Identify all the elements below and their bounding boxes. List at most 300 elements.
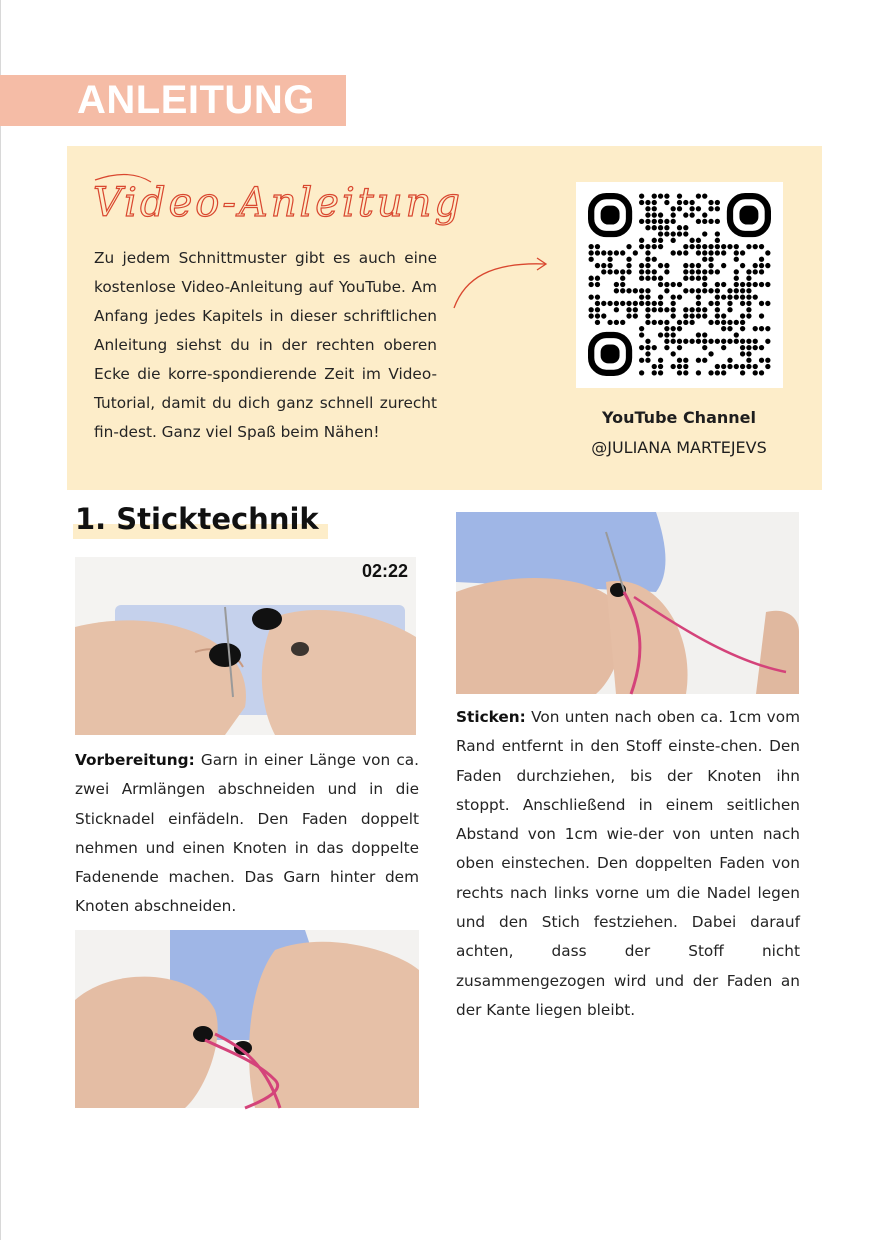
qr-module [765,339,770,344]
photo-needle-through-felt [456,512,799,694]
qr-module [652,238,657,243]
qr-module [708,219,713,224]
qr-module [734,244,739,249]
qr-module [740,370,745,375]
qr-module [689,263,694,268]
qr-module [708,250,713,255]
qr-module [702,212,707,217]
qr-module [746,301,751,306]
qr-module [626,307,631,312]
qr-module [639,263,644,268]
qr-module [715,301,720,306]
qr-module [734,339,739,344]
qr-module [746,307,751,312]
qr-module [696,301,701,306]
qr-module [595,301,600,306]
qr-module [671,313,676,318]
qr-module [683,320,688,325]
qr-module [696,194,701,199]
qr-module [727,288,732,293]
qr-module [753,282,758,287]
paragraph-vorbereitung [75,746,419,922]
qr-module [639,200,644,205]
qr-module [702,332,707,337]
page-edge [0,0,1,1240]
qr-module [715,206,720,211]
qr-module [696,219,701,224]
qr-module [658,244,663,249]
qr-module [746,288,751,293]
qr-module [658,301,663,306]
qr-module [715,307,720,312]
qr-module [671,219,676,224]
qr-module [652,212,657,217]
video-anleitung-lettering [89,162,463,232]
qr-module [689,212,694,217]
photo-stitching-edge [75,930,419,1108]
qr-module [671,238,676,243]
qr-module [683,313,688,318]
qr-module [702,194,707,199]
qr-module [759,257,764,262]
qr-module [658,231,663,236]
qr-module [721,370,726,375]
qr-module [746,364,751,369]
qr-module [715,282,720,287]
qr-module [626,244,631,249]
qr-module [595,294,600,299]
qr-module [671,326,676,331]
video-intro-text: Zu jedem Schnittmuster gibt es auch eine kostenlose Video-Anleitung auf YouTube. Am Anfang jedes Kapitels in dieser schriftlichen Anleitung siehst du in der rechten oberen Ecke die korre-spondierende Zeit im Video-Tutorial, damit du dich ganz schnell zurecht fin-dest. Ganz viel Spaß beim Nähen! [94,249,437,441]
qr-module [696,238,701,243]
qr-module [639,288,644,293]
qr-module [677,320,682,325]
qr-module [696,206,701,211]
qr-module [753,364,758,369]
qr-module [639,194,644,199]
qr-module [759,301,764,306]
qr-module [645,351,650,356]
qr-module [601,269,606,274]
qr-module [765,358,770,363]
qr-module [721,263,726,268]
qr-module [727,320,732,325]
qr-module [626,313,631,318]
qr-module [689,276,694,281]
qr-module [727,326,732,331]
qr-module [683,225,688,230]
qr-module [734,364,739,369]
qr-module [658,294,663,299]
qr-module [759,345,764,350]
qr-module [702,288,707,293]
qr-module [715,364,720,369]
qr-module [671,231,676,236]
qr-module [601,313,606,318]
qr-module [677,231,682,236]
qr-module [702,276,707,281]
qr-module [645,269,650,274]
qr-module [664,326,669,331]
qr-module [734,276,739,281]
qr-module [702,269,707,274]
qr-module [671,212,676,217]
qr-module [689,339,694,344]
qr-module [633,288,638,293]
qr-module [652,269,657,274]
qr-module [652,200,657,205]
qr-module [746,276,751,281]
qr-module [702,358,707,363]
qr-module [740,345,745,350]
vorbereitung-label: Vorbereitung: [75,751,195,769]
qr-module [753,345,758,350]
qr-module [633,307,638,312]
qr-module [689,288,694,293]
qr-module [626,263,631,268]
qr-module [683,269,688,274]
qr-module [759,282,764,287]
qr-module [664,269,669,274]
qr-module [614,250,619,255]
qr-module [639,269,644,274]
qr-module [708,263,713,268]
qr-module [740,263,745,268]
qr-module [727,294,732,299]
qr-module [746,358,751,363]
qr-module [734,320,739,325]
qr-module [620,282,625,287]
qr-module [677,250,682,255]
qr-module [658,307,663,312]
photo-threading-needle [75,557,416,735]
qr-module [671,206,676,211]
qr-module [645,212,650,217]
qr-module [727,307,732,312]
qr-module [677,326,682,331]
qr-module [645,288,650,293]
qr-module [689,206,694,211]
qr-module [721,282,726,287]
qr-module [607,263,612,268]
qr-module [645,263,650,268]
qr-module [708,288,713,293]
qr-module [589,313,594,318]
qr-module [715,238,720,243]
qr-module [645,225,650,230]
qr-module [677,282,682,287]
qr-module [696,358,701,363]
qr-module [708,206,713,211]
qr-module [740,313,745,318]
qr-module [639,276,644,281]
qr-module [677,358,682,363]
qr-module [620,320,625,325]
qr-module [639,244,644,249]
qr-module [765,250,770,255]
section-title: 1. Sticktechnik [75,502,319,536]
qr-module [734,282,739,287]
qr-module [702,250,707,255]
qr-module [740,364,745,369]
qr-module [740,351,745,356]
qr-module [671,250,676,255]
qr-module [595,313,600,318]
qr-module [652,345,657,350]
qr-module [721,294,726,299]
qr-module [696,269,701,274]
qr-module [689,238,694,243]
video-timestamp: 02:22 [361,561,408,581]
qr-module [753,263,758,268]
qr-module [727,244,732,249]
qr-module [652,257,657,262]
qr-module [658,282,663,287]
qr-module [589,276,594,281]
qr-module [753,294,758,299]
qr-module [658,358,663,363]
qr-module [721,339,726,344]
qr-module [753,244,758,249]
page-title: ANLEITUNG [77,78,315,122]
qr-module [702,219,707,224]
qr-module [702,345,707,350]
qr-module [595,244,600,249]
qr-module [620,269,625,274]
qr-module [683,364,688,369]
qr-module [753,326,758,331]
qr-module [652,244,657,249]
youtube-qr-code[interactable] [576,182,783,388]
youtube-channel-handle: @JULIANA MARTEJEVS [591,438,767,457]
qr-module [715,370,720,375]
qr-module [601,263,606,268]
qr-module [639,238,644,243]
qr-module [753,339,758,344]
qr-module [689,320,694,325]
qr-module [683,358,688,363]
qr-module [765,282,770,287]
video-anleitung-script-title [89,162,463,232]
qr-module [664,339,669,344]
qr-module [652,301,657,306]
qr-module [595,250,600,255]
qr-module [727,339,732,344]
qr-module [696,370,701,375]
qr-module [614,320,619,325]
qr-module [645,358,650,363]
qr-module [645,339,650,344]
qr-module [708,320,713,325]
qr-module [696,332,701,337]
qr-module [671,282,676,287]
qr-module [746,351,751,356]
qr-module [708,339,713,344]
qr-module [620,276,625,281]
qr-module [664,288,669,293]
qr-module [664,345,669,350]
qr-module [696,263,701,268]
qr-module [746,339,751,344]
qr-module [708,244,713,249]
qr-module [671,294,676,299]
qr-module [696,244,701,249]
qr-module [708,301,713,306]
qr-module [664,307,669,312]
qr-module [664,231,669,236]
qr-module [620,301,625,306]
qr-module [677,194,682,199]
qr-module [715,313,720,318]
qr-module [689,313,694,318]
qr-module [626,257,631,262]
qr-module [645,257,650,262]
qr-module [765,263,770,268]
qr-module [601,301,606,306]
qr-module [607,301,612,306]
qr-module [746,269,751,274]
qr-module [620,250,625,255]
qr-module [671,332,676,337]
qr-module [708,370,713,375]
qr-module [683,200,688,205]
qr-module [645,206,650,211]
qr-module [614,288,619,293]
qr-module [715,339,720,344]
qr-module [740,326,745,331]
qr-module [721,313,726,318]
qr-module [658,332,663,337]
qr-module [765,364,770,369]
qr-module [652,364,657,369]
qr-module [645,345,650,350]
qr-module [715,250,720,255]
qr-module [645,313,650,318]
qr-module [664,263,669,268]
qr-module [734,269,739,274]
qr-module [721,320,726,325]
svg-text:Video-Anleitung: Video-Anleitung [93,180,463,226]
qr-module [734,294,739,299]
qr-module [683,244,688,249]
qr-module [633,313,638,318]
qr-module [746,294,751,299]
qr-module [715,269,720,274]
qr-module [626,288,631,293]
qr-module [589,257,594,262]
qr-module [702,307,707,312]
qr-module [696,294,701,299]
curved-arrow-icon [451,252,551,312]
qr-module [645,301,650,306]
qr-module [740,301,745,306]
qr-module [607,250,612,255]
qr-module [658,219,663,224]
qr-module [683,212,688,217]
qr-module [765,301,770,306]
qr-module [671,307,676,312]
qr-module [671,364,676,369]
qr-module [759,358,764,363]
paragraph-sticken [456,703,800,1025]
qr-module [677,294,682,299]
qr-module [658,370,663,375]
qr-module [759,269,764,274]
qr-module [645,276,650,281]
qr-module [652,206,657,211]
qr-module [721,244,726,249]
qr-module [740,288,745,293]
qr-code-icon [588,193,771,376]
qr-module [595,263,600,268]
qr-module [715,244,720,249]
qr-module [702,231,707,236]
qr-module [721,364,726,369]
qr-module [746,345,751,350]
qr-module [683,288,688,293]
qr-module [645,219,650,224]
qr-module [696,307,701,312]
qr-module [658,194,663,199]
qr-module [607,257,612,262]
qr-module [664,219,669,224]
qr-module [683,370,688,375]
qr-module [607,320,612,325]
qr-module [664,194,669,199]
qr-module [639,294,644,299]
qr-module [595,276,600,281]
qr-module [658,263,663,268]
qr-module [658,225,663,230]
qr-module [645,200,650,205]
qr-module [633,301,638,306]
qr-module [708,269,713,274]
qr-module [734,257,739,262]
qr-module [689,200,694,205]
qr-module [658,364,663,369]
qr-module [753,269,758,274]
qr-module [639,332,644,337]
qr-module [683,263,688,268]
qr-module [740,339,745,344]
qr-module [658,212,663,217]
qr-module [677,200,682,205]
qr-module [658,276,663,281]
qr-module [664,200,669,205]
qr-module [652,194,657,199]
qr-module [677,345,682,350]
qr-module [683,276,688,281]
qr-module [746,282,751,287]
qr-module [677,206,682,211]
qr-module [759,244,764,249]
youtube-channel-label: YouTube Channel [602,408,756,427]
qr-module [759,326,764,331]
qr-module [715,320,720,325]
qr-module [671,339,676,344]
qr-module [652,219,657,224]
qr-module [702,339,707,344]
qr-module [740,282,745,287]
qr-module [589,307,594,312]
qr-module [721,345,726,350]
qr-module [595,282,600,287]
qr-module [652,276,657,281]
qr-module [683,231,688,236]
qr-module [645,307,650,312]
qr-module [652,320,657,325]
qr-module [645,244,650,249]
